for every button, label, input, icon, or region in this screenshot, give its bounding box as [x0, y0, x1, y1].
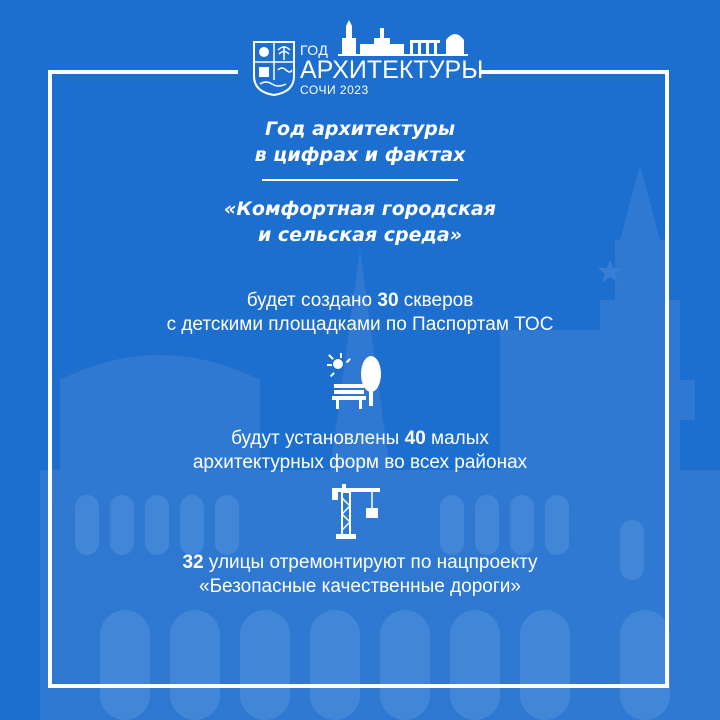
logo-main-label: АРХИТЕКТУРЫ — [300, 56, 484, 84]
fact-line-1 — [80, 289, 640, 313]
subtitle-line-1: «Комфортная городская — [224, 198, 496, 220]
fact-squares — [80, 289, 640, 337]
logo-year-label: ГОД — [300, 42, 329, 58]
title-line-2: в цифрах и фактах — [254, 144, 466, 166]
fact-text: будут установлены — [231, 428, 405, 449]
year-of-architecture-logo — [252, 20, 484, 106]
page-title — [80, 116, 640, 168]
fact-line-2: «Безопасные качественные дороги» — [199, 576, 521, 597]
fact-small-forms — [80, 427, 640, 475]
fact-line-1 — [80, 427, 640, 451]
sochi-skyline-icon — [338, 20, 468, 56]
fact-roads — [80, 551, 640, 599]
title-divider — [262, 179, 458, 181]
logo-city-label: СОЧИ 2023 — [300, 83, 369, 97]
fact-number: 40 — [404, 428, 426, 449]
subtitle-line-2: и сельская среда» — [257, 224, 463, 246]
fact-number: 30 — [377, 290, 399, 311]
fact-text: будет создано — [246, 290, 378, 311]
fact-line-1 — [80, 551, 640, 575]
sochi-emblem-icon — [252, 40, 296, 96]
crane-construction-icon — [330, 484, 384, 540]
page-subtitle — [80, 196, 640, 248]
fact-line-2: архитектурных форм во всех районах — [192, 452, 528, 473]
fact-number: 32 — [182, 552, 204, 573]
title-line-1: Год архитектуры — [264, 118, 456, 140]
fact-text: улицы отремонтируют по нацпроекту — [203, 552, 538, 573]
park-bench-tree-icon — [326, 352, 386, 410]
fact-text: скверов — [398, 290, 474, 311]
fact-text: малых — [425, 428, 489, 449]
fact-line-2: с детскими площадками по Паспортам ТОС — [166, 314, 554, 335]
